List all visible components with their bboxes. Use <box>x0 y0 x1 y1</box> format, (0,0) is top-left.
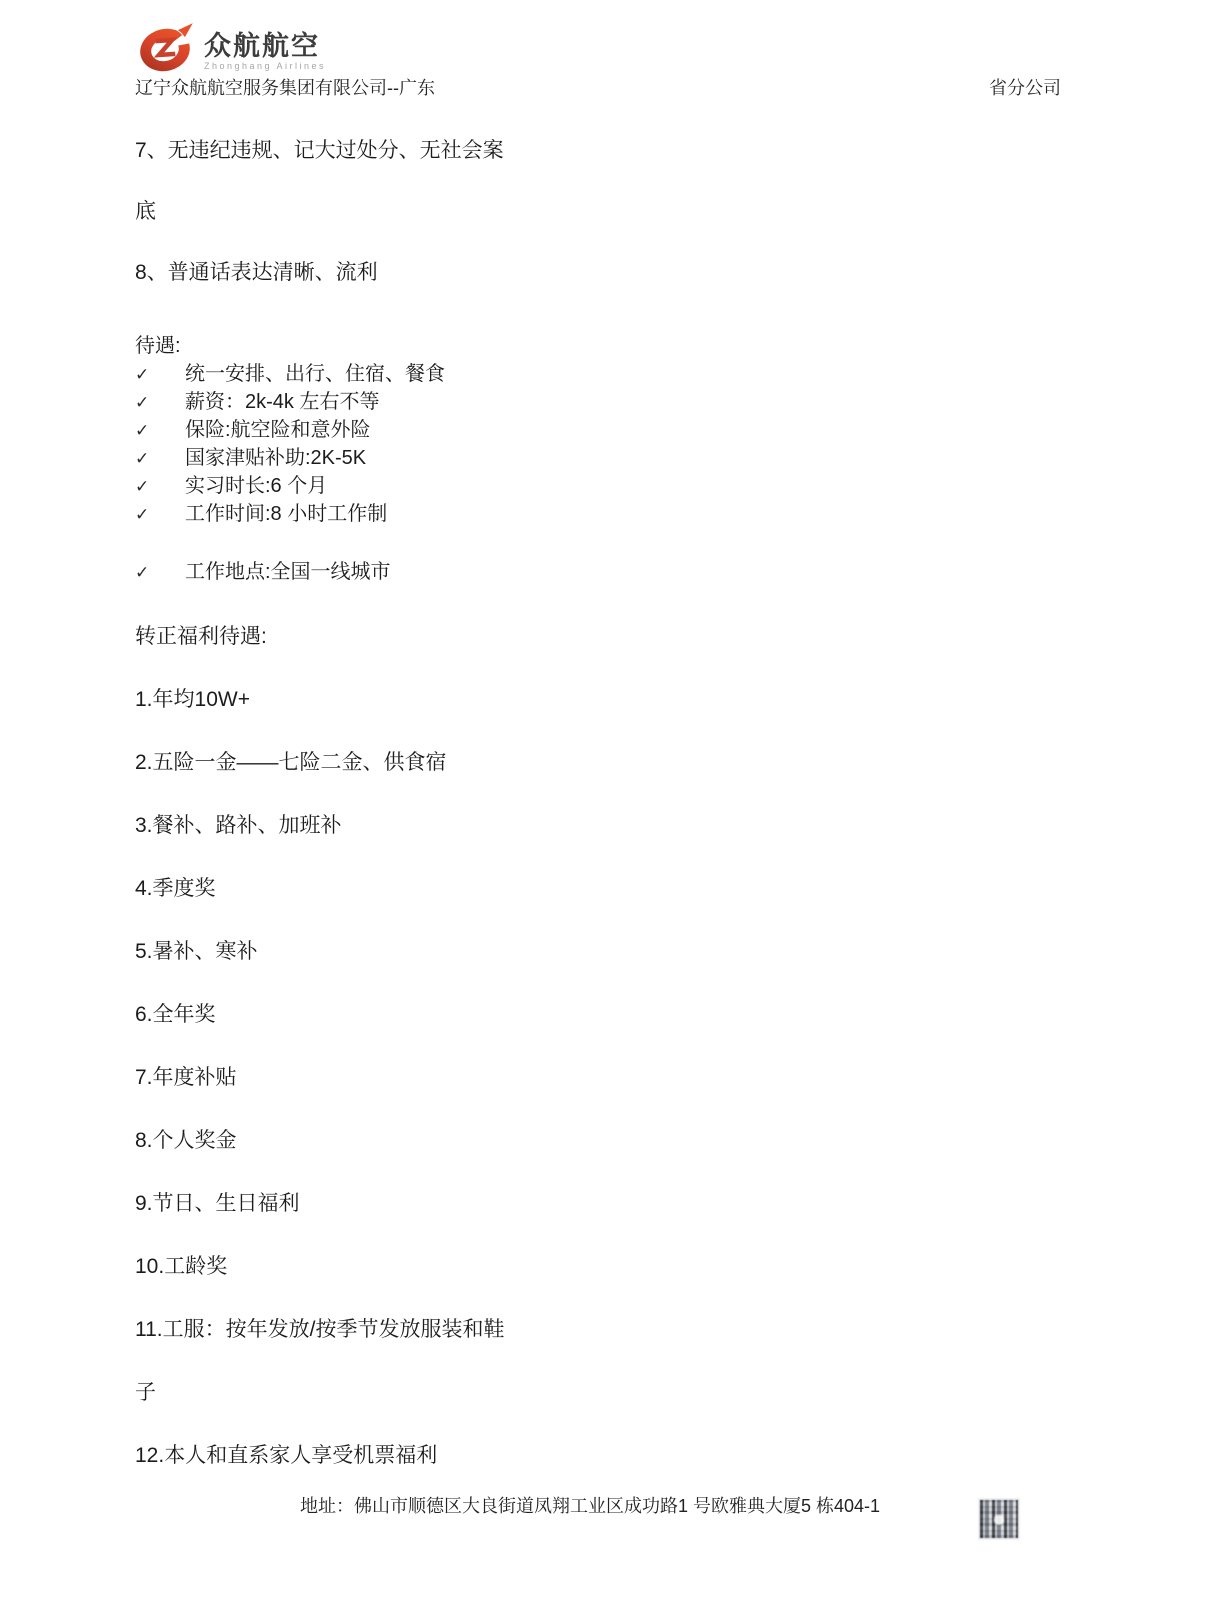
benefit-line: 10.工龄奖 <box>135 1255 228 1278</box>
work-location-label: 工作地点:全国一线城市 <box>185 561 391 583</box>
benefit-line: 3.餐补、路补、加班补 <box>135 814 342 837</box>
treatment-item-label: 薪资：2k-4k 左右不等 <box>185 391 380 413</box>
logo-name-chinese: 众航航空 <box>204 31 320 61</box>
benefit-line: 子 <box>135 1381 156 1404</box>
treatment-section <box>135 332 1085 528</box>
company-name-left: 辽宁众航航空服务集团有限公司--广东 <box>135 78 435 98</box>
treatment-item <box>135 472 1085 500</box>
requirement-line: 7、无违纪违规、记大过处分、无社会案 <box>135 139 504 162</box>
requirement-line: 底 <box>135 200 156 223</box>
benefit-line: 7.年度补贴 <box>135 1066 237 1089</box>
treatment-list <box>135 360 1085 528</box>
benefit-line: 1.年均10W+ <box>135 688 250 711</box>
logo-text <box>204 32 326 72</box>
benefit-line: 12.本人和直系家人享受机票福利 <box>135 1444 438 1467</box>
check-icon: ✓ <box>135 421 150 441</box>
treatment-item <box>135 360 1085 388</box>
treatment-item-label: 统一安排、出行、住宿、餐食 <box>185 363 445 385</box>
requirements-section <box>135 138 1085 321</box>
work-location-item <box>135 558 1085 586</box>
treatment-item <box>135 500 1085 528</box>
treatment-item-label: 实习时长:6 个月 <box>185 475 328 497</box>
company-logo <box>135 18 326 76</box>
benefit-line: 8.个人奖金 <box>135 1129 237 1152</box>
company-name-right: 省分公司 <box>989 78 1061 98</box>
benefits-title: 转正福利待遇: <box>135 625 267 648</box>
benefit-line: 6.全年奖 <box>135 1003 216 1026</box>
treatment-item <box>135 416 1085 444</box>
benefit-line: 2.五险一金——七险二金、供食宿 <box>135 751 447 774</box>
treatment-title: 待遇: <box>135 335 181 357</box>
benefit-line: 5.暑补、寒补 <box>135 940 258 963</box>
airline-logo-icon <box>135 18 197 76</box>
benefit-line: 9.节日、生日福利 <box>135 1192 300 1215</box>
logo-name-english: Zhonghang Airlines <box>204 61 327 71</box>
check-icon: ✓ <box>135 449 150 469</box>
benefit-line: 4.季度奖 <box>135 877 216 900</box>
check-icon: ✓ <box>135 477 150 497</box>
treatment-item <box>135 388 1085 416</box>
footer-address: 地址：佛山市顺德区大良街道凤翔工业区成功路1 号欧雅典大厦5 栋404-1 <box>299 1496 881 1516</box>
check-icon: ✓ <box>135 563 150 583</box>
header-company-line <box>135 76 1061 100</box>
check-icon: ✓ <box>135 393 150 413</box>
treatment-item-label: 国家津贴补助:2K-5K <box>185 447 367 469</box>
check-icon: ✓ <box>135 365 150 385</box>
treatment-item-label: 工作时间:8 小时工作制 <box>185 503 388 525</box>
benefit-line: 11.工服：按年发放/按季节发放服装和鞋 <box>135 1318 505 1341</box>
benefits-section <box>135 688 1085 1507</box>
treatment-item <box>135 444 1085 472</box>
treatment-item-label: 保险:航空险和意外险 <box>185 419 371 441</box>
requirement-line: 8、普通话表达清晰、流利 <box>135 261 378 284</box>
check-icon: ✓ <box>135 505 150 525</box>
qr-code <box>980 1500 1018 1538</box>
